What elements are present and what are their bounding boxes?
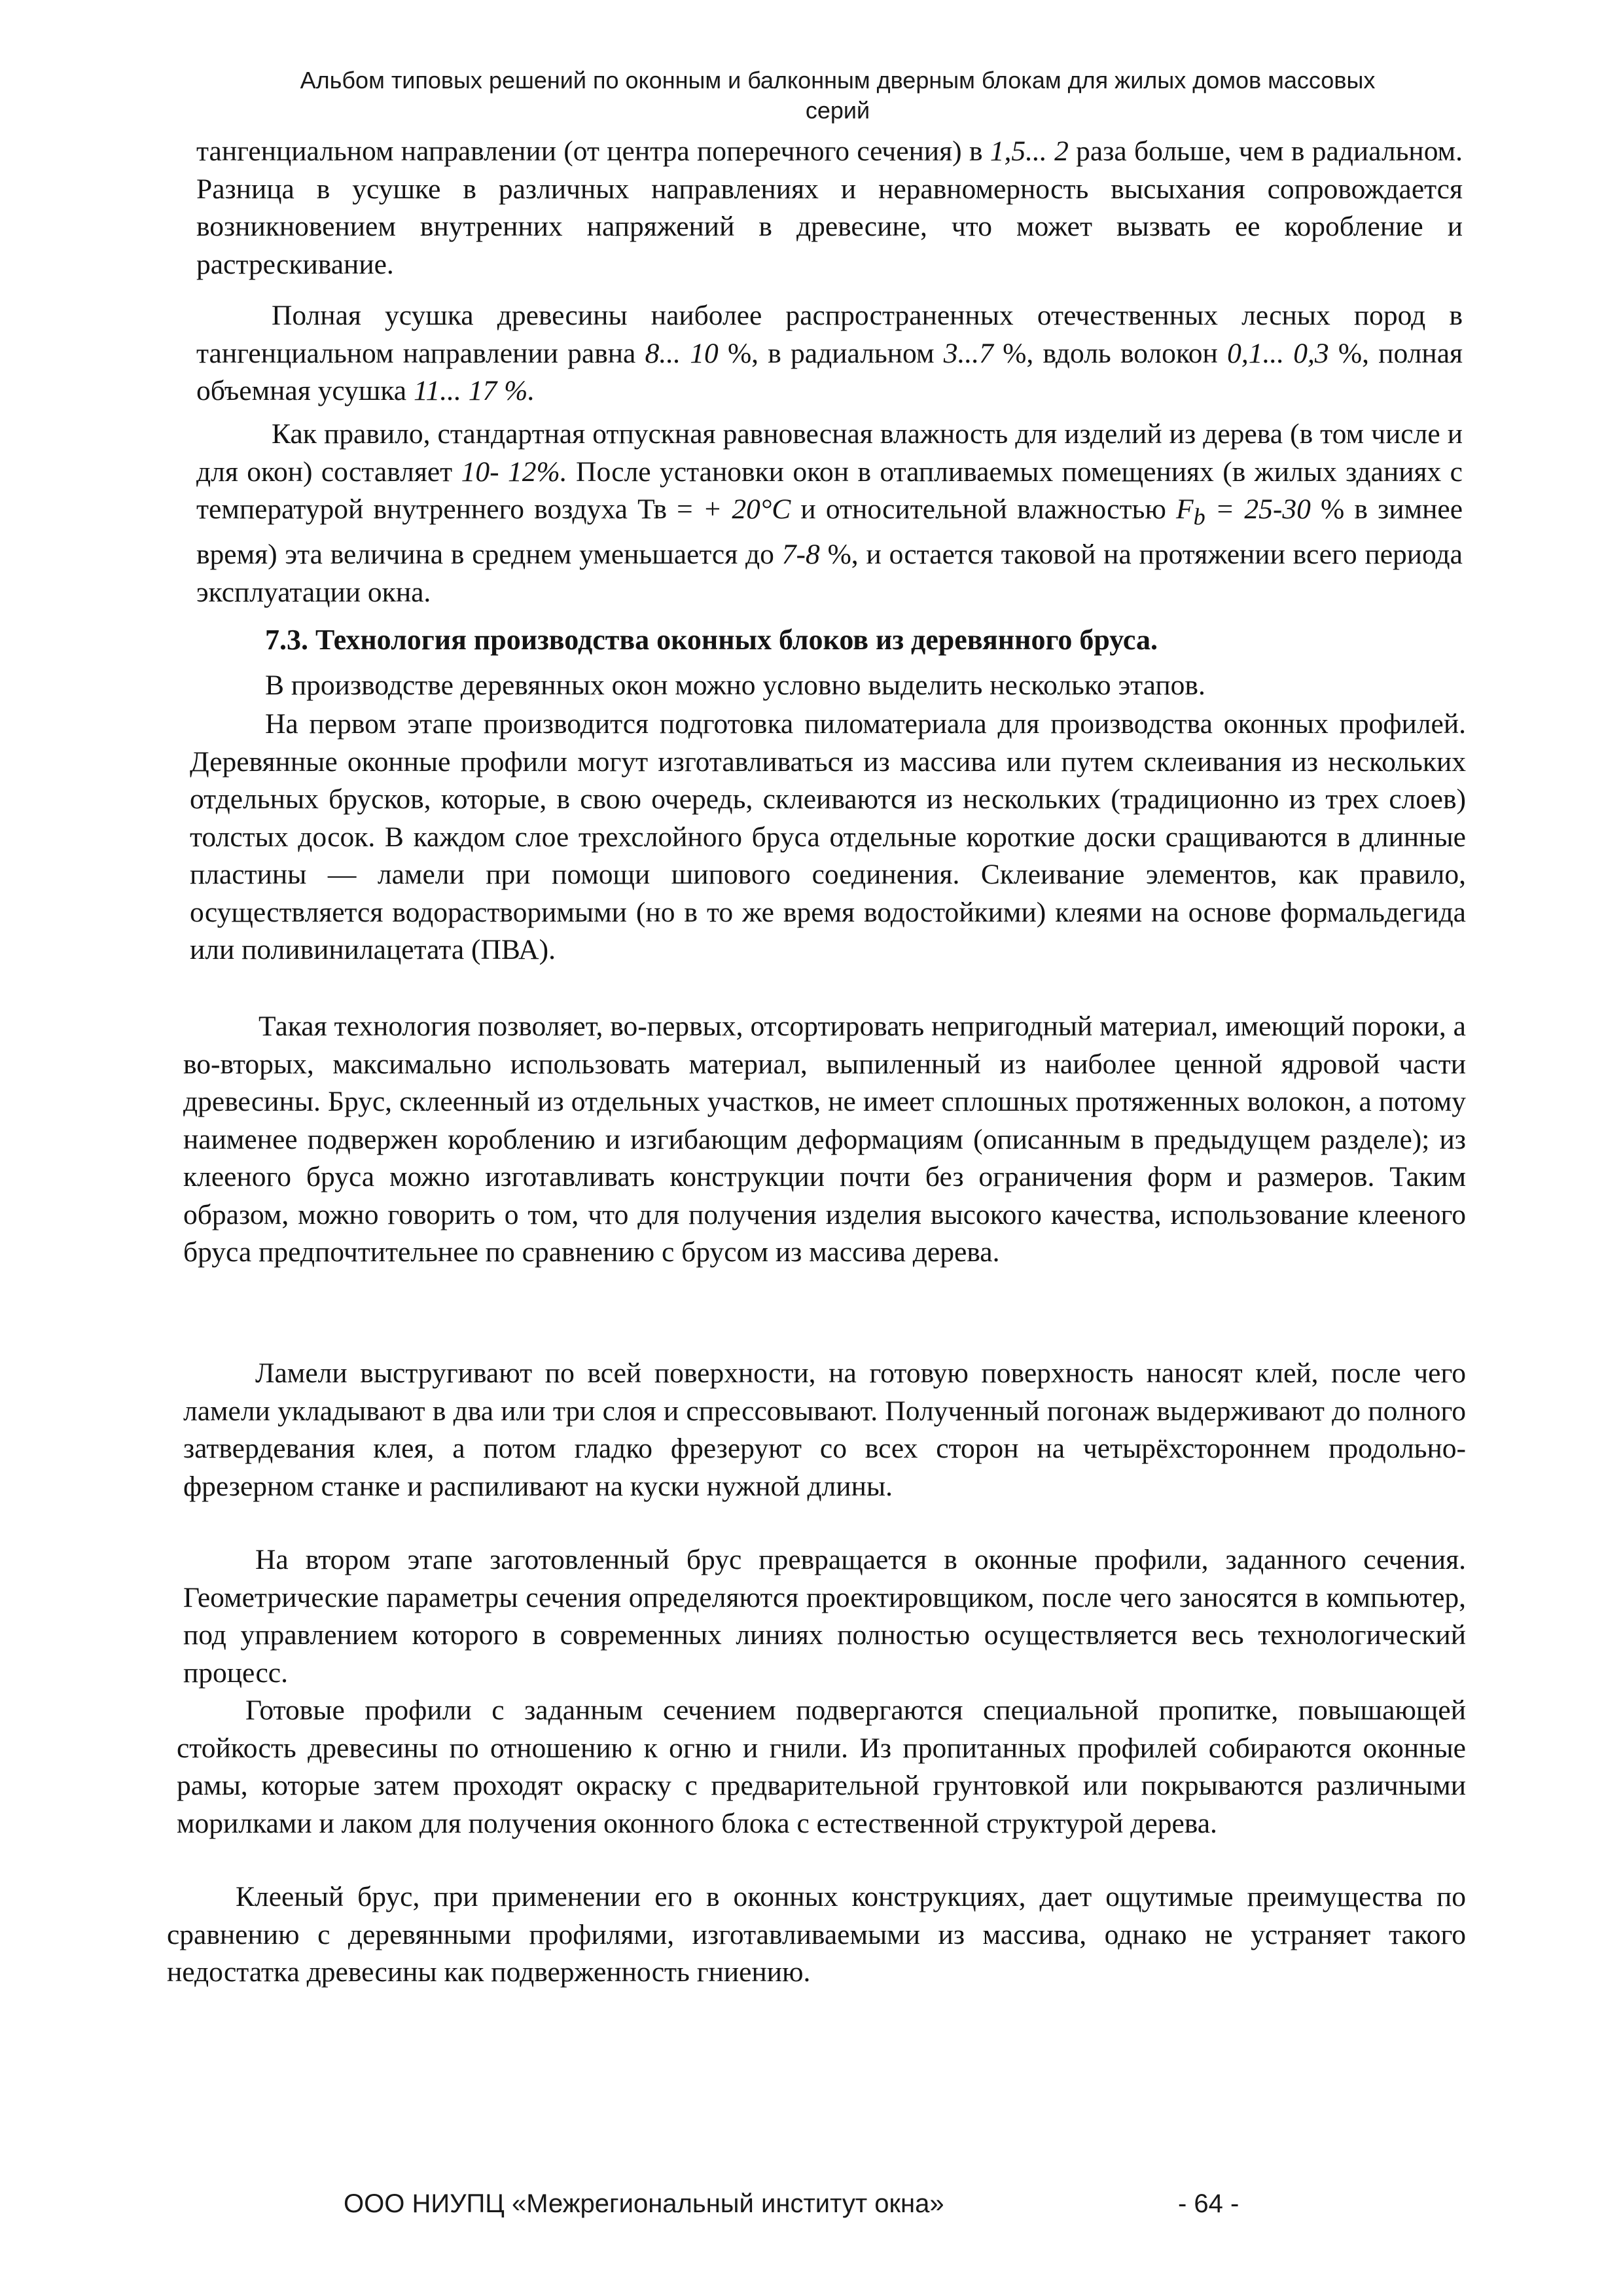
paragraph: Полная усушка древесины наиболее распространенных отечественных лесных пород в тангенциальном направлении равна 8... 10 %, в радиальном 3...7 %, вдоль волокон 0,1... 0,3 %, полная объемная усушка 11... 17 %. (196, 300, 1463, 406)
italic-text: 3...7 (943, 337, 993, 369)
italic-text: F (1176, 493, 1194, 525)
header-line-1: Альбом типовых решений по оконным и балконным дверным блокам для жилых домов массовых (300, 67, 1376, 94)
paragraph: В производстве деревянных окон можно условно выделить несколько этапов. (265, 670, 1205, 701)
header-line-2: серий (805, 97, 870, 124)
paragraph: тангенциальном направлении (от центра поперечного сечения) в 1,5... 2 раза больше, чем в радиальном. Разница в усушке в различных направлениях и неравномерность высыхания сопровождается возникновением внутренних напряжений в древесине, что может вызвать ее коробление и растрескивание. (196, 135, 1463, 280)
paragraph: Как правило, стандартная отпускная равновесная влажность для изделий из дерева (в том числе и для окон) составляет 10- 12%. После установки окон в отапливаемых помещениях (в жилых зданиях с температурой внутреннего воздуха Тв = + 20°С и относительной влажностью $F_b = 25-30$ % в зимнее время) эта величина в среднем уменьшается до 7-8 %, и остается таковой на протяжении всего периода эксплуатации окна. (196, 418, 1463, 608)
paragraph: Клееный брус, при применении его в оконных конструкциях, дает ощутимые преимущества по сравнению с деревянными профилями, изготавливаемыми из массива, однако не устраняет такого недостатка древесины как подверженность гниению. (167, 1881, 1466, 1988)
italic-text: + 20°С (702, 493, 791, 525)
footer-organization: ООО НИУПЦ «Межрегиональный институт окна» (344, 2189, 944, 2218)
paragraph: На втором этапе заготовленный брус превращается в оконные профили, заданного сечения. Геометрические параметры сечения определяются проектировщиком, после чего заносятся в компьютер, под управлением которого в современных линиях полностью осуществляется весь технологический процесс. (183, 1544, 1466, 1689)
page-number: - 64 - (1178, 2189, 1240, 2218)
paragraph: Такая технология позволяет, во-первых, отсортировать непригодный материал, имеющий пороки, а во-вторых, максимально использовать материал, выпиленный из наиболее ценной ядровой части древесины. Брус, склеенный из отдельных участков, не имеет сплошных протяженных волокон, а потому наименее подвержен короблению и изгибающим деформациям (описанным в предыдущем разделе); из клееного бруса можно изготавливать конструкции почти без ограничения форм и размеров. Таким образом, можно говорить о том, что для получения изделия высокого качества, использование клееного бруса предпочтительнее по сравнению с брусом из массива дерева. (183, 1011, 1466, 1268)
italic-text: 11... 17 %. (414, 375, 535, 406)
paragraph: На первом этапе производится подготовка пиломатериала для производства оконных профилей. Деревянные оконные профили могут изготавливаться из массива или путем склеивания из нескольких отдельных брусков, которые, в свою очередь, склеиваются из нескольких (традиционно из трех слоев) толстых досок. В каждом слое трехслойного бруса отдельные короткие доски сращиваются в длинные пластины — ламели при помощи шипового соединения. Склеивание элементов, как правило, осуществляется водорастворимыми (но в то же время водостойкими) клеями на основе формальдегида или поливинилацетата (ПВА). (190, 708, 1466, 965)
paragraph: Готовые профили с заданным сечением подвергаются специальной пропитке, повышающей стойкость древесины по отношению к огню и гнили. Из пропитанных профилей собираются оконные рамы, которые затем проходят окраску с предварительной грунтовкой или покрываются различными морилками и лаком для получения оконного блока с естественной структурой дерева. (177, 1695, 1466, 1839)
section-heading: 7.3. Технология производства оконных блоков из деревянного бруса. (265, 624, 1158, 656)
subscript-text: b (1193, 503, 1205, 530)
italic-text: 1,5... 2 (990, 135, 1069, 167)
italic-text: 10- 12%. (461, 456, 567, 488)
italic-text: 8... 10 (645, 337, 719, 369)
italic-text: 0,1... 0,3 (1227, 337, 1329, 369)
paragraph: Ламели выстругивают по всей поверхности, на готовую поверхность наносят клей, после чего ламели укладывают в два или три слоя и спрессовывают. Полученный погонаж выдерживают до полного затвердевания клея, а потом гладко фрезеруют со всех сторон на четырёхстороннем продольно-фрезерном станке и распиливают на куски нужной длины. (183, 1357, 1466, 1502)
italic-text: = 25-30 (1205, 493, 1311, 525)
italic-text: 7-8 (781, 539, 820, 571)
